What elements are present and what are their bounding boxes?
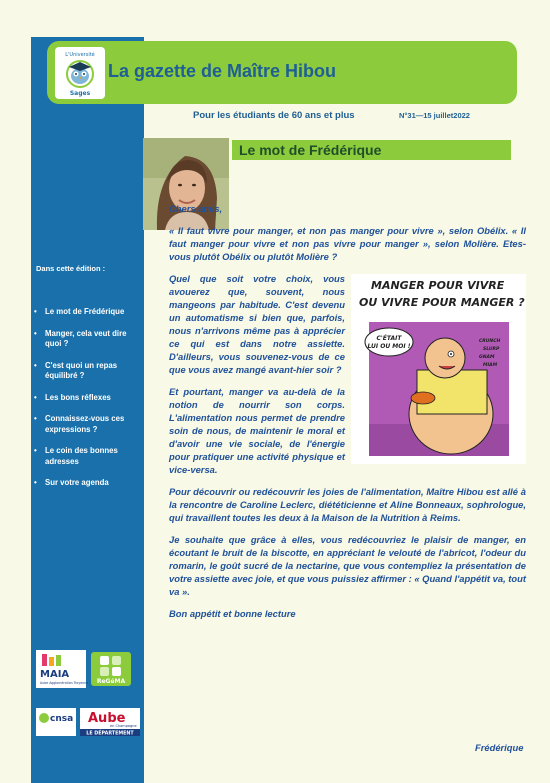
logo-text-top: L'Université bbox=[65, 52, 95, 58]
letter-signature: Frédérique bbox=[475, 742, 524, 753]
maia-logo bbox=[36, 650, 88, 688]
regema-logo bbox=[91, 652, 131, 686]
bubble-text-1: C'ÉTAIT bbox=[376, 335, 402, 342]
sound-text: GNAM bbox=[479, 355, 495, 360]
aube-subtext: en Champagne bbox=[110, 724, 137, 728]
bullet-icon: • bbox=[34, 478, 37, 487]
toc-item-label: Le coin des bonnes adresses bbox=[45, 446, 118, 466]
bullet-icon: • bbox=[34, 414, 37, 423]
letter-closing: Bon appétit et bonne lecture bbox=[169, 608, 296, 619]
aube-text: Aube bbox=[88, 711, 126, 726]
letter-paragraph: Quel que soit votre choix, vous avouerez que, souvent, nous mangeons par habitude. C'est devenu un automatisme si bien que, parfois, nous n'arrivons même pas à apprécier ce qui est dans notre assiette. D'ailleurs, vous souvenez-vous de ce que vous avez mangé avant-hier soir ? bbox=[169, 273, 345, 375]
aube-dept-text: LE DÉPARTEMENT bbox=[86, 731, 134, 737]
sound-text: SLURP bbox=[483, 347, 500, 352]
bullet-icon: • bbox=[34, 392, 37, 402]
toc-item-label: Connaissez-vous ces expressions ? bbox=[45, 414, 125, 434]
letter-body bbox=[169, 202, 526, 629]
toc-item[interactable] bbox=[34, 307, 142, 318]
letter-paragraph: Pour découvrir ou redécouvrir les joies de l'alimentation, Maître Hibou est allé à la rencontre de Caroline Leclerc, diététicienne et Aline Bonneaux, sophrologue, qui travaillent toutes les deux à la Maison de la Nutrition à Reims. bbox=[169, 486, 526, 523]
sound-text: MIAM bbox=[483, 363, 498, 368]
cartoon-line2: OU VIVRE POUR MANGER ? bbox=[359, 296, 525, 309]
bullet-icon: • bbox=[34, 307, 37, 316]
bullet-icon: • bbox=[34, 328, 37, 338]
maia-text: MAIA bbox=[40, 669, 70, 680]
toc-item[interactable] bbox=[34, 361, 142, 382]
toc-item[interactable] bbox=[34, 446, 142, 467]
sound-text: CRUNCH bbox=[479, 339, 501, 344]
newsletter-subtitle: Pour les étudiants de 60 ans et plus bbox=[193, 110, 355, 121]
letter-paragraph: Je souhaite que grâce à elles, vous redécouvriez le plaisir de manger, en écoutant le bruit de la biscotte, en appréciant le velouté de l'abricot, l'odeur du romarin, le goût sucré de la nectarine, que vous contempliez la présentation de votre assiette avec joie, et que vous puissiez affirmer : « Quand l'appétit va, tout va ». bbox=[169, 534, 526, 597]
table-of-contents bbox=[34, 307, 142, 500]
section-title: Le mot de Frédérique bbox=[239, 142, 382, 158]
cnsa-text: cnsa bbox=[50, 714, 74, 724]
toc-item-label: Les bons réflexes bbox=[45, 392, 111, 402]
letter-paragraph: Et pourtant, manger va au-delà de la notion de nourrir son corps. L'alimentation nous permet de prendre soin de nous, de maintenir le moral et d'avoir une vie sociale, de l'énergie pour pratiquer une activité physique et vice-versa. bbox=[169, 386, 345, 475]
bubble-text-2: LUI OU MOI ! bbox=[367, 343, 411, 350]
bullet-icon: • bbox=[34, 446, 37, 455]
newsletter-title: La gazette de Maître Hibou bbox=[108, 61, 337, 81]
toc-item[interactable] bbox=[34, 329, 142, 350]
partner-logos bbox=[36, 650, 144, 745]
toc-item-label: Sur votre agenda bbox=[45, 478, 109, 487]
cnsa-logo bbox=[36, 708, 76, 736]
toc-item[interactable] bbox=[34, 478, 142, 489]
toc-item[interactable] bbox=[34, 414, 142, 435]
letter-paragraph: « Il faut vivre pour manger, et non pas manger pour vivre », selon Obélix. « Il faut manger pour vivre et non pas vivre pour manger », selon Molière. Etes-vous plutôt Obélix ou plutôt Molière ? bbox=[169, 225, 526, 262]
toc-item[interactable] bbox=[34, 393, 142, 404]
issue-number: N°31—15 juillet2022 bbox=[399, 111, 470, 120]
toc-item-label: C'est quoi un repas équilibré ? bbox=[45, 360, 118, 380]
cartoon-illustration bbox=[351, 274, 526, 464]
cartoon-line1: MANGER POUR VIVRE bbox=[371, 279, 505, 292]
sidebar-heading: Dans cette édition : bbox=[36, 264, 106, 273]
regema-text: ReGéMA bbox=[96, 678, 126, 685]
university-logo bbox=[55, 47, 105, 99]
toc-item-label: Le mot de Frédérique bbox=[45, 307, 125, 316]
bullet-icon: • bbox=[34, 360, 37, 370]
toc-item-label: Manger, cela veut dire quoi ? bbox=[45, 328, 127, 348]
aube-logo bbox=[80, 708, 140, 737]
letter-greeting: Chers amis, bbox=[169, 203, 223, 214]
maia-subtext: Aube Agglomération Troyenne bbox=[40, 681, 89, 685]
logo-text-bottom: Sages bbox=[69, 90, 91, 97]
